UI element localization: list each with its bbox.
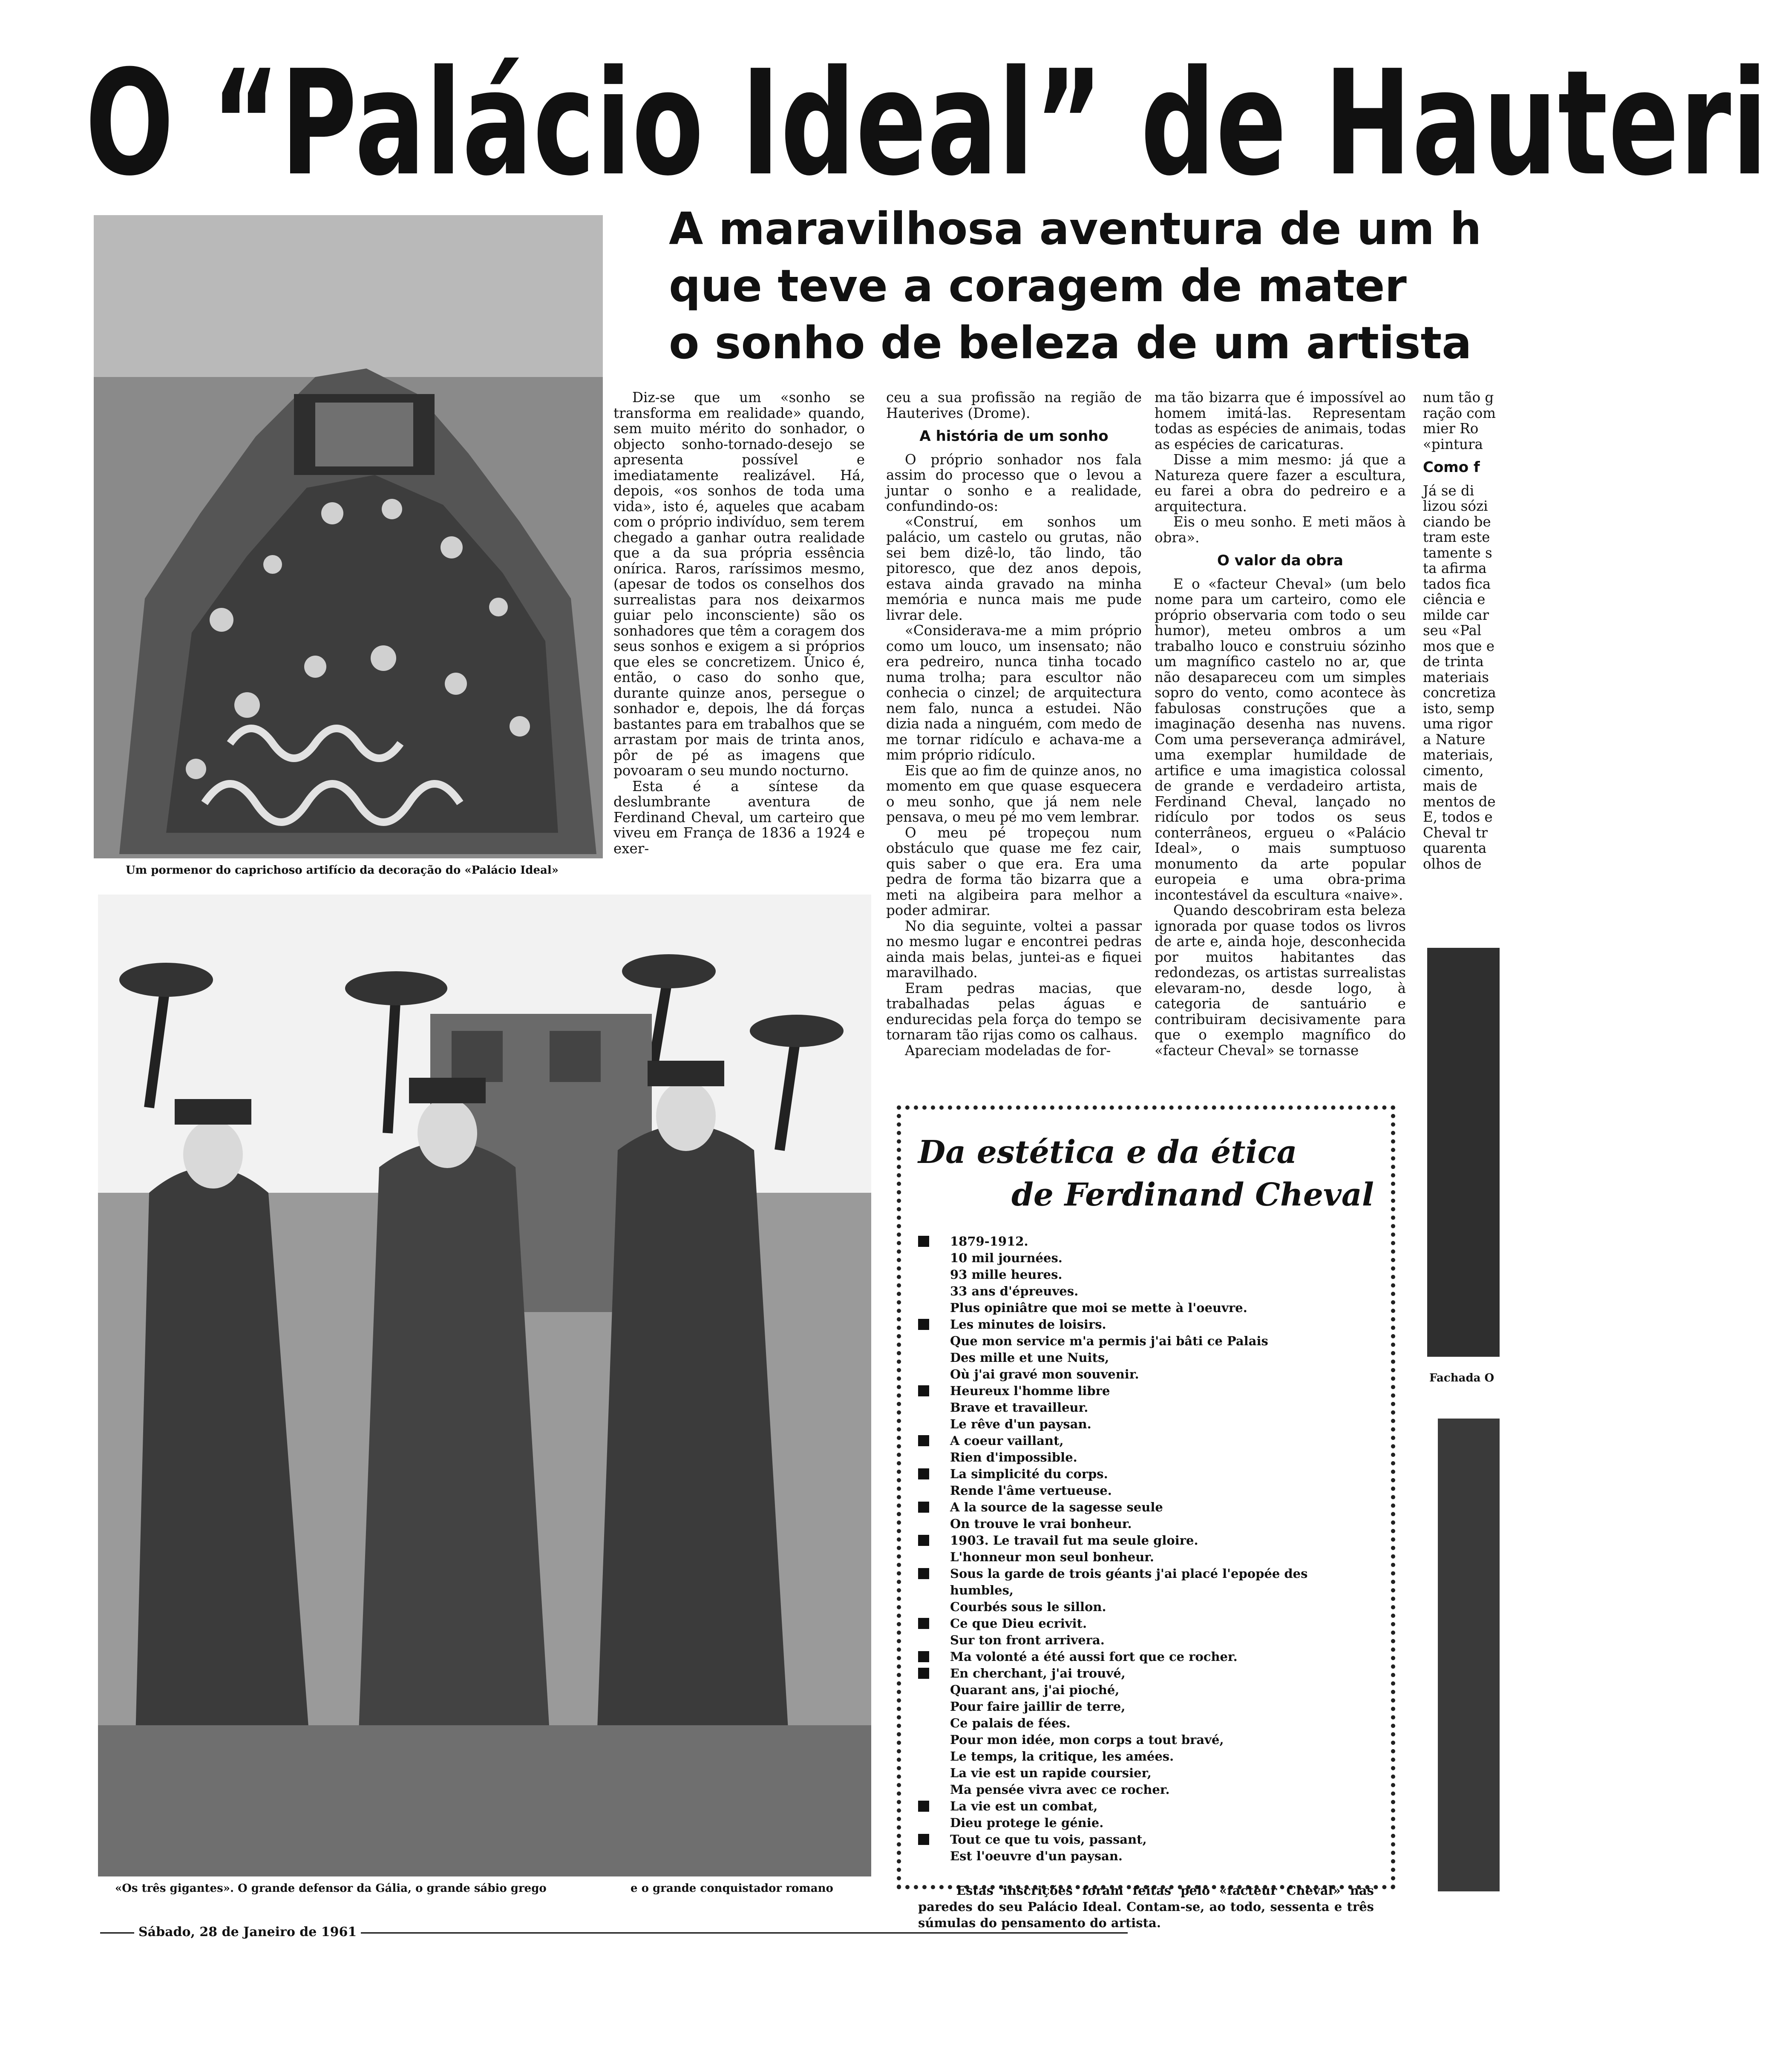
dateline [96,1925,1132,1940]
inscription-line: Ce que Dieu ecrivit. [918,1615,1374,1632]
fragment: concretiza [1423,685,1496,701]
inscription-line: Plus opiniâtre que moi se mette à l'oeuvre. [950,1301,1247,1315]
paragraph: Esta é a síntese da deslumbrante aventura de Ferdinand Cheval, um carteiro que viveu em França de 1836 a 1924 e exer- [613,778,865,857]
fragment: materiais, [1423,747,1494,763]
inscription-line: 93 mille heures. [950,1267,1063,1282]
inscription-line: Où j'ai gravé mon souvenir. [950,1367,1139,1381]
subheadline-line: A maravilhosa aventura de um h [669,203,1482,255]
inscription-line: 1879-1912. [918,1233,1374,1250]
inscription-line: 10 mil journées. [950,1251,1063,1265]
inscription-line: La simplicité du corps. [918,1466,1374,1482]
dateline-rule-right [361,1932,1128,1934]
inscription-line: 1903. Le travail fut ma seule gloire. [918,1532,1374,1549]
inscription-line: Le temps, la critique, les amées. [950,1749,1174,1764]
paragraph: O meu pé tropeçou num obstáculo que quase me fez cair, quis saber o que era. Era uma pedra de forma tão bizarra que a meti na algibeira para melhor a poder admirar. [886,824,1142,918]
inscription-line: Ma volonté a été aussi fort que ce rocher. [918,1649,1374,1665]
inscription-line: Courbés sous le sillon. [950,1600,1106,1614]
paragraph: Eis que ao fim de quinze anos, no momento em que quase esquecera o meu sonho, que já nem nele pensava, o meu pé mo vem lembrar. [886,762,1142,825]
fragment: quarenta [1423,840,1487,856]
paragraph: ma tão bizarra que é impossível ao homem imitá-las. Representam todas as espécies de animais, todas as espécies de caricaturas. [1155,389,1406,452]
fragment: milde car [1423,607,1489,623]
inscription-line: 33 ans d'épreuves. [950,1284,1079,1298]
inscription-line: Quarant ans, j'ai pioché, [950,1683,1120,1697]
inscription-line: La vie est un rapide coursier, [950,1766,1152,1780]
inscription-line: Des mille et une Nuits, [950,1350,1109,1365]
detail-photo-caption: Um pormenor do caprichoso artifício da decoração do «Palácio Ideal» [126,864,559,877]
sidebar-note: Estas inscrições foram feitas pelo «facteur Cheval» nas paredes do seu Palácio Ideal. Contam-se, ao todo, sessenta e três súmulas do pensamento do artista. [918,1883,1374,1930]
article-column-2 [886,390,1142,1086]
inscription-line: Le rêve d'un paysan. [950,1417,1091,1431]
inscription-line: La vie est un combat, [918,1798,1374,1815]
inscription-line: A la source de la sagesse seule [918,1499,1374,1516]
inscription-line: Ce palais de fées. [950,1716,1071,1730]
inscription-line: On trouve le vrai bonheur. [950,1517,1132,1531]
fragment: olhos de [1423,855,1482,872]
section-heading-history: A história de um sonho [919,428,1109,445]
inscription-line: A coeur vaillant, [918,1433,1374,1449]
fragment: mais de [1423,778,1477,794]
article-column-3 [1155,390,1406,1086]
paragraph: «Considerava-me a mim próprio como um louco, um insensato; não era pedreiro, nunca tinha tocado numa trolha; para escultor não conhecia o cinzel; de arquitectura nem falo, nunca a estudei. Não dizia nada a ninguém, com medo de me tornar ridículo e achava-me a mim próprio ridículo. [886,622,1142,763]
paragraph: Diz-se que um «sonho se transforma em realidade» quando, sem muito mérito do sonhador, o objecto sonho-tornado-desejo se apresenta possível e imediatamente realizável. Há, depois, «os sonhos de toda uma vida», isto é, aqueles que acabam com o próprio indivíduo, sem terem chegado a ganhar outra realidade que a da sua própria essência onírica. Raros, raríssimos mesmo, (apesar de todos os conselhos dos surrealistas para nos deixarmos guiar pelo inconsciente) são os sonhadores que têm a coragem dos seus sonhos e exigem a si próprios que eles se concretizem. Único é, então, o caso do sonho que, durante quinze anos, persegue o sonhador e, depois, lhe dá forças bastantes para em trabalhos que se arrastam por mais de trinta anos, pôr de pé as imagens que povoaram o seu mundo nocturno. [613,389,865,779]
paragraph: Apareciam modeladas de for- [905,1042,1111,1059]
paragraph: Eram pedras macias, que trabalhadas pelas águas e endurecidas pela força do tempo se tornaram tão rijas como os calhaus. [886,980,1142,1043]
fragment: lizou sózi [1423,498,1488,514]
fragment: ciência e [1423,591,1486,607]
inscription-line: Rende l'âme vertueuse. [950,1483,1112,1498]
fragment: num tão g [1423,389,1494,406]
inscription-line: Pour faire jaillir de terre, [950,1699,1126,1714]
fragment: ração com [1423,405,1496,421]
fragment: Já se di [1423,482,1474,499]
facade-photo [1427,948,1500,1357]
three-giants-photo [98,895,871,1876]
paragraph: Eis o meu sonho. E meti mãos à obra». [1155,514,1406,546]
article-column-1 [613,390,865,863]
fragment: mos que e [1423,638,1494,654]
inscription-line: Est l'oeuvre d'un paysan. [950,1849,1123,1863]
inscriptions-list [918,1233,1374,1865]
fragment: isto, semp [1423,700,1494,717]
fragment: seu «Pal [1423,622,1482,639]
inscription-line: Rien d'impossible. [950,1450,1077,1465]
fragment: de trinta [1423,653,1484,670]
facade-photo-caption: Fachada O [1429,1372,1494,1384]
palace-detail-photo [94,215,603,858]
inscription-line: Ma pensée vivra avec ce rocher. [950,1782,1170,1797]
fragment: tamente s [1423,544,1492,561]
inscription-line: Sur ton front arrivera. [950,1633,1105,1647]
subheadline-line: o sonho de beleza de um artista [669,317,1472,369]
inscription-line: Les minutes de loisirs. [918,1316,1374,1333]
inscription-line: Tout ce que tu vois, passant, [918,1831,1374,1848]
fragment: E, todos e [1423,809,1493,825]
fragment: tados fica [1423,576,1491,592]
inscription-line: Heureux l'homme libre [918,1383,1374,1399]
paragraph: No dia seguinte, voltei a passar no mesmo lugar e encontrei pedras ainda mais belas, juntei-as e fiquei maravilhado. [886,918,1142,981]
three-giants-illustration [98,895,871,1876]
issue-date: Sábado, 28 de Janeiro de 1961 [138,1925,357,1940]
ethics-sidebar-box [897,1105,1395,1930]
inscription-line: Dieu protege le génie. [950,1816,1104,1830]
inscription-line: Brave et travailleur. [950,1400,1088,1415]
fragment: «pintura [1423,436,1483,452]
palace-detail-illustration [94,215,603,858]
inscription-line: Sous la garde de trois géants j'ai placé l'epopée des humbles, [918,1566,1374,1599]
inscription-line: L'honneur mon seul bonheur. [950,1550,1154,1564]
fragment: cimento, [1423,762,1484,779]
fragment: ciando be [1423,513,1491,530]
headline: O “Palácio Ideal” de Hauteri [85,39,1768,208]
paragraph: ceu a sua profissão na região de Hauterives (Drome). [886,389,1142,421]
article-column-4 [1423,389,1500,872]
sidebar-title-line-2: de Ferdinand Cheval [1011,1177,1374,1213]
paragraph: Quando descobriram esta beleza ignorada por quase todos os livros de arte e, ainda hoje, desconhecida por muitos habitantes das redondezas, os artistas surrealistas elevaram-no, desde logo, à categoria de santuário e contribuiram decisivamente para que o exemplo magnífico do «facteur Cheval» se tornasse [1155,902,1406,1059]
paragraph: Disse a mim mesmo: já que a Natureza quere fazer a escultura, eu farei a obra do pedreiro e a arquitectura. [1155,452,1406,515]
inscription-line: Que mon service m'a permis j'ai bâti ce Palais [950,1334,1268,1348]
fragment: uma rigor [1423,716,1493,732]
paragraph: O próprio sonhador nos fala assim do processo que o levou a juntar o sonho e a realidade, confundindo-os: [886,451,1142,514]
inscription-line: En cherchant, j'ai trouvé, [918,1665,1374,1682]
dateline-rule-left [100,1932,134,1934]
paragraph: «Construí, em sonhos um palácio, um castelo ou grutas, não sei bem dizê-lo, tão lindo, tão pitoresco, que dez anos depois, estava ainda gravado na minha memória e nunca mais me pude livrar dele. [886,513,1142,623]
fragment: mier Ro [1423,420,1479,437]
fragment: ta afirma [1423,560,1487,576]
fragment: a Nature [1423,731,1486,748]
second-right-photo [1438,1419,1500,1891]
section-heading-value: O valor da obra [1217,552,1343,569]
sidebar-title-line-1: Da estética e da ética [918,1134,1297,1171]
fragment: materiais [1423,669,1489,685]
inscription-line: Pour mon idée, mon corps a tout bravé, [950,1732,1224,1747]
subheadline [669,200,1500,371]
subheadline-line: que teve a coragem de mater [669,260,1407,312]
section-heading-how: Como f [1423,459,1480,476]
fragment: tram este [1423,529,1490,545]
fragment: Cheval tr [1423,824,1488,841]
paragraph: E o «facteur Cheval» (um belo nome para um carteiro, como ele próprio observaria com todo o seu humor), meteu ombros a um trabalho louco e construiu sózinho um magnífico castelo no ar, que não desapareceu com um simples sopro do vento, como acontece às fabulosas construções que a imaginação desenha nas nuvens. Com uma perseverança admirável, uma exemplar humildade de artifice e uma imagistica colossal de grande e verdadeiro artista, Ferdinand Cheval, lançado no ridículo por todos os seus conterrâneos, ergueu o «Palácio Ideal», o mais sumptuoso monumento da arte popular europeia e uma obra-prima incontestável da escultura «naive». [1155,576,1406,903]
giants-caption-right: e o grande conquistador romano [631,1882,833,1895]
giants-caption-left: «Os três gigantes». O grande defensor da Gália, o grande sábio grego [115,1882,547,1895]
fragment: mentos de [1423,793,1496,810]
